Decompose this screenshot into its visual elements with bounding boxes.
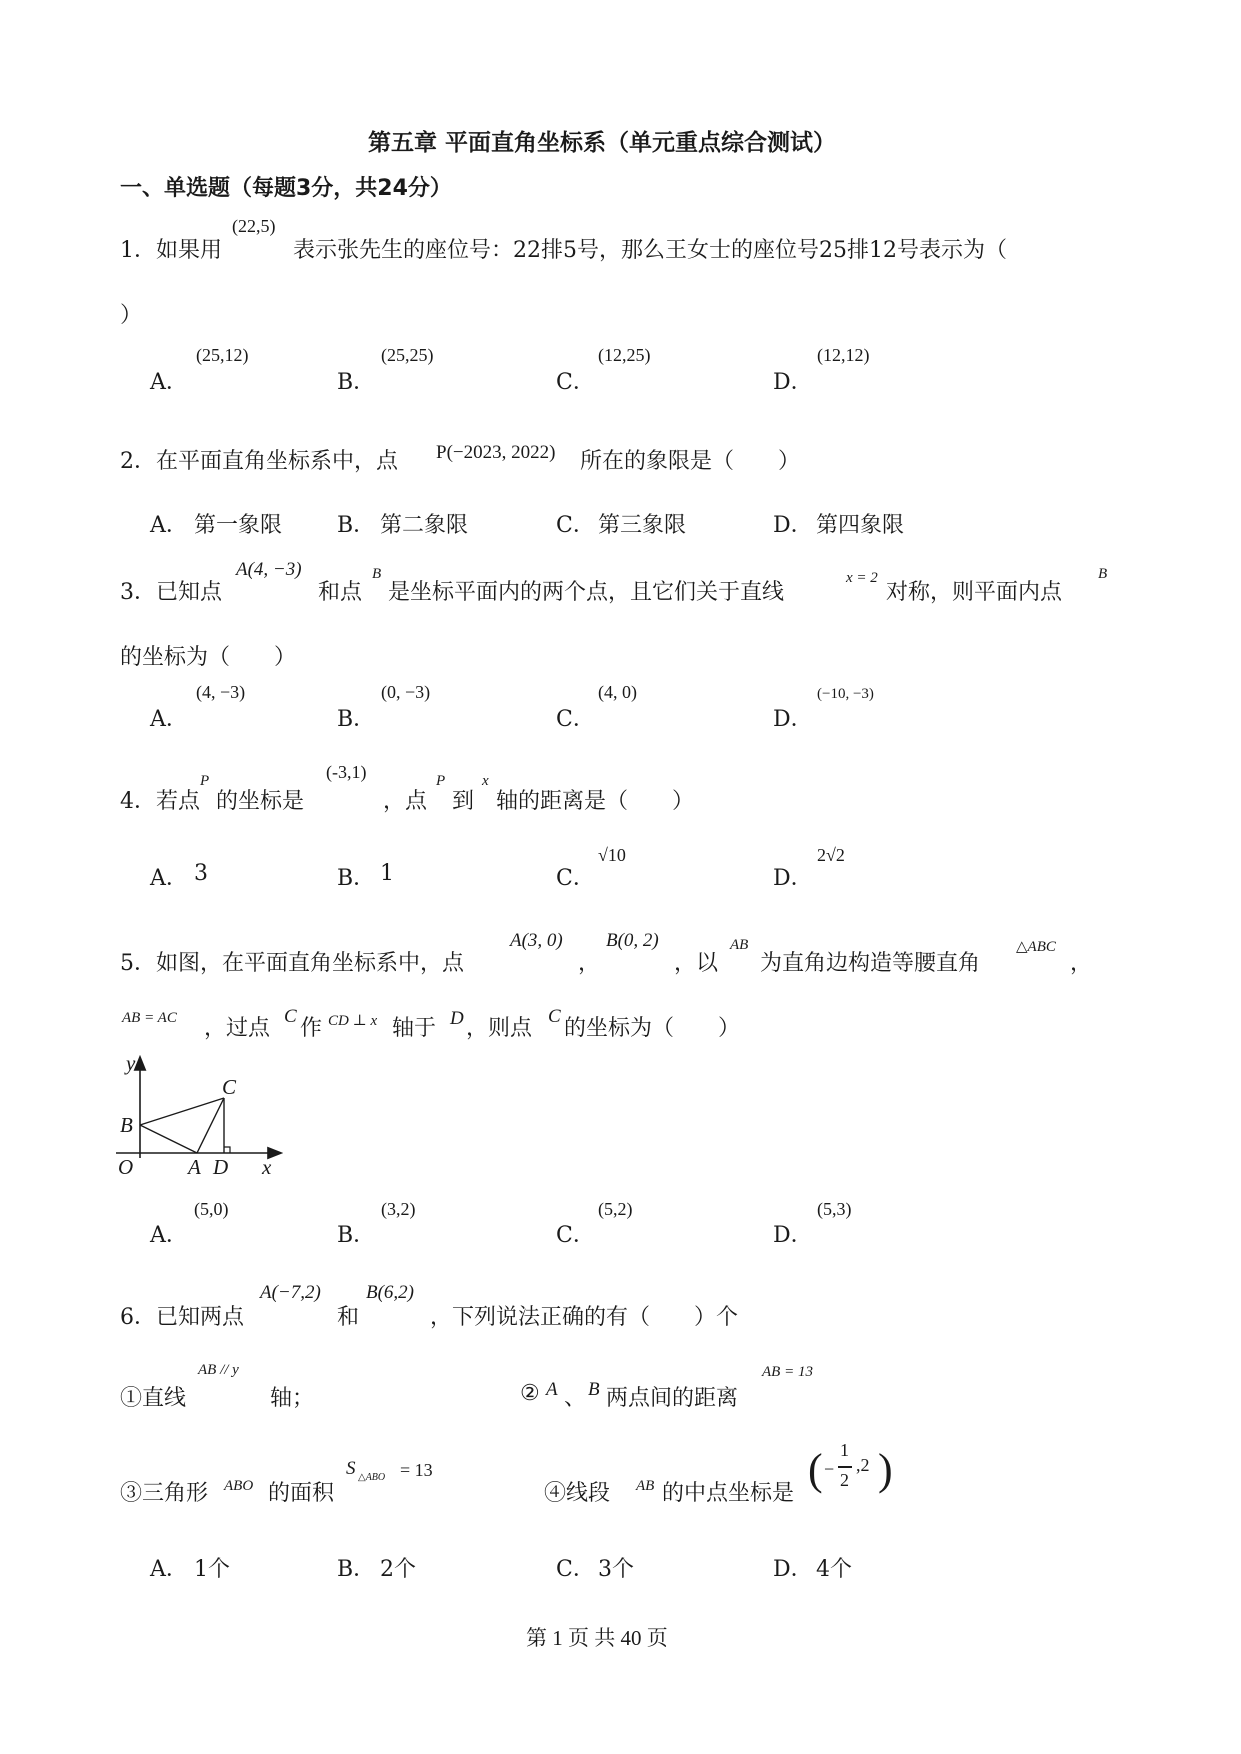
q4-math-x: x	[482, 773, 489, 789]
q5-text8: 的坐标为（ ）	[564, 1016, 741, 1041]
q1-option-b-label[interactable]: B．	[337, 370, 376, 395]
q1-option-c-label[interactable]: C．	[556, 370, 595, 395]
right-angle-mark	[224, 1147, 230, 1153]
q1-option-d-label[interactable]: D．	[773, 370, 813, 395]
q4-text3: 到	[452, 789, 475, 814]
label-b: B	[120, 1113, 133, 1137]
q1-option-a-label[interactable]: A．	[150, 370, 188, 395]
q3-text1: 和点	[318, 580, 363, 605]
q6-s3-math-s: S	[346, 1458, 356, 1479]
q2-math: P(−2023, 2022)	[436, 442, 556, 463]
q4-text1: 的坐标是	[216, 789, 305, 814]
q4-option-a-value: 3	[194, 861, 208, 886]
q6-s2-text: ②	[520, 1381, 540, 1406]
q5-math-c2: C	[548, 1006, 561, 1027]
q5-option-b-label[interactable]: B．	[337, 1223, 376, 1248]
label-y: y	[126, 1051, 136, 1075]
q4-math-p2: P	[436, 773, 446, 789]
q6-s3-math-abo: ABO	[224, 1478, 254, 1494]
q1-option-d-value: (12,12)	[817, 345, 870, 365]
q6-s4-math-ab: AB	[636, 1478, 655, 1494]
q5-comma: ，	[578, 951, 601, 976]
q6-s4-frac-sign: −	[824, 1459, 835, 1479]
q6-s2-math-b: B	[588, 1379, 600, 1400]
q6-s4-text: ④线段	[544, 1481, 611, 1506]
q1-text2: ）	[120, 303, 143, 328]
q5-text7: ，则点	[466, 1016, 533, 1041]
q6-s2-math-ab: AB = 13	[762, 1364, 813, 1380]
q5-math-eq: AB = AC	[122, 1010, 177, 1026]
q5-text6: 轴于	[392, 1016, 437, 1041]
q3-option-a-value: (4, −3)	[196, 682, 246, 702]
q1-math: (22,5)	[232, 216, 276, 236]
q6-math-a: A(−7,2)	[260, 1282, 321, 1303]
q5-option-c-value: (5,2)	[598, 1199, 633, 1219]
q6-s4-frac-bar	[838, 1466, 852, 1468]
q5-text2: 为直角边构造等腰直角	[760, 951, 981, 976]
q2-option-b-value: 第二象限	[380, 513, 469, 538]
q6-s4-paren-open: (	[808, 1445, 823, 1494]
q5-math-c: C	[284, 1006, 297, 1027]
q4-option-d-value: 2√2	[817, 845, 845, 865]
q5-text5: 作	[300, 1016, 323, 1041]
q6-s3-math-sub: △ABO	[358, 1472, 386, 1483]
q5-text4: ，过点	[204, 1016, 271, 1041]
q2-stem: 2．在平面直角坐标系中，点	[120, 449, 398, 474]
q5-option-c-label[interactable]: C．	[556, 1223, 595, 1248]
q5-math-cd: CD ⊥ x	[328, 1013, 378, 1029]
q5-option-d-label[interactable]: D．	[773, 1223, 813, 1248]
q6-option-b-label[interactable]: B．	[337, 1557, 376, 1582]
q2-option-a-label[interactable]: A．	[150, 513, 188, 538]
q5-math-tri: △ABC	[1016, 939, 1056, 955]
q6-option-d-value: 4个	[816, 1557, 852, 1582]
q3-math-b: B	[372, 566, 382, 582]
q4-option-d-label[interactable]: D．	[773, 866, 813, 891]
q5-option-b-value: (3,2)	[381, 1199, 416, 1219]
label-o: O	[118, 1155, 134, 1178]
label-d: D	[213, 1155, 229, 1178]
q6-s3-text: ③三角形	[120, 1481, 209, 1506]
q6-text2: ，下列说法正确的有（ ）个	[430, 1305, 739, 1330]
q6-option-d-label[interactable]: D．	[773, 1557, 813, 1582]
q5-option-d-value: (5,3)	[817, 1199, 852, 1219]
q5-option-a-label[interactable]: A．	[150, 1223, 188, 1248]
q5-math-b: B(0, 2)	[606, 930, 659, 951]
q4-option-c-value: √10	[598, 845, 626, 865]
segment-ac	[197, 1098, 224, 1153]
section-heading: 一、单选题（每题3分，共24分）	[120, 176, 452, 201]
q4-option-a-label[interactable]: A．	[150, 866, 188, 891]
segment-ab	[140, 1125, 197, 1153]
q4-math-coord: (-3,1)	[326, 762, 367, 782]
q3-option-b-value: (0, −3)	[381, 682, 431, 702]
q1-option-c-value: (12,25)	[598, 345, 651, 365]
page-footer: 第 1 页 共 40 页	[526, 1626, 668, 1650]
q4-option-b-value: 1	[380, 861, 394, 886]
q3-math-line: x = 2	[846, 570, 878, 586]
q3-text4: 的坐标为（ ）	[120, 645, 297, 670]
q2-option-a-value: 第一象限	[194, 513, 283, 538]
q5-stem: 5．如图，在平面直角坐标系中，点	[120, 951, 464, 976]
q6-s3-math-value: = 13	[400, 1460, 433, 1480]
q6-s2-math-a: A	[546, 1379, 558, 1400]
q4-option-b-label[interactable]: B．	[337, 866, 376, 891]
segment-bc	[140, 1098, 224, 1125]
q6-text1: 和	[337, 1305, 360, 1330]
q4-option-c-label[interactable]: C．	[556, 866, 595, 891]
q6-s2-sep: 、	[564, 1386, 587, 1411]
q6-s1-math: AB // y	[198, 1362, 239, 1378]
q5-math-a: A(3, 0)	[510, 930, 563, 951]
q3-option-a-label[interactable]: A．	[150, 707, 188, 732]
label-a: A	[188, 1155, 201, 1178]
q5-math-ab: AB	[730, 937, 749, 953]
page-title: 第五章 平面直角坐标系（单元重点综合测试）	[368, 130, 837, 156]
q6-s4-frac-num: 1	[840, 1440, 849, 1460]
q1-text: 表示张先生的座位号：22排5号，那么王女士的座位号25排12号表示为（	[293, 238, 1007, 263]
q4-text2: ，点	[383, 789, 428, 814]
q6-option-c-value: 3个	[598, 1557, 634, 1582]
q3-stem: 3．已知点	[120, 580, 222, 605]
q6-option-c-label[interactable]: C．	[556, 1557, 595, 1582]
label-x: x	[262, 1155, 272, 1178]
q4-math-p: P	[200, 773, 210, 789]
q6-s1-tail: 轴；	[270, 1386, 315, 1411]
q4-stem: 4．若点	[120, 789, 200, 814]
q6-s2-text2: 两点间的距离	[606, 1386, 739, 1411]
q2-option-c-label[interactable]: C．	[556, 513, 595, 538]
q2-option-d-value: 第四象限	[816, 513, 905, 538]
q3-option-d-value: (−10, −3)	[817, 686, 874, 702]
q6-math-b: B(6,2)	[366, 1282, 415, 1303]
q1-option-b-value: (25,25)	[381, 345, 434, 365]
q1-stem: 1．如果用	[120, 238, 222, 263]
q5-math-d: D	[450, 1008, 464, 1029]
q6-s4-paren-close: )	[878, 1445, 893, 1494]
q1-option-a-value: (25,12)	[196, 345, 249, 365]
q6-option-a-value: 1个	[194, 1557, 230, 1582]
q6-option-b-value: 2个	[380, 1557, 416, 1582]
q6-s4-text2: 的中点坐标是	[662, 1481, 795, 1506]
q5-text3: ，	[1070, 951, 1093, 976]
q6-stem: 6．已知两点	[120, 1305, 244, 1330]
q3-option-b-label[interactable]: B．	[337, 707, 376, 732]
q3-option-c-label[interactable]: C．	[556, 707, 595, 732]
q4-text4: 轴的距离是（ ）	[496, 789, 695, 814]
q5-option-a-value: (5,0)	[194, 1199, 229, 1219]
q3-text2: 是坐标平面内的两个点，且它们关于直线	[388, 580, 785, 605]
q3-text3: 对称，则平面内点	[886, 580, 1063, 605]
q2-text: 所在的象限是（ ）	[580, 449, 801, 474]
q3-option-d-label[interactable]: D．	[773, 707, 813, 732]
q2-option-c-value: 第三象限	[598, 513, 687, 538]
q3-math-b2: B	[1098, 566, 1108, 582]
q6-s4-frac-den: 2	[840, 1470, 849, 1490]
q6-s1-text: ①直线	[120, 1386, 187, 1411]
q2-option-d-label[interactable]: D．	[773, 513, 813, 538]
q6-option-a-label[interactable]: A．	[150, 1557, 188, 1582]
q5-figure	[110, 1050, 290, 1178]
label-c: C	[222, 1075, 237, 1099]
q6-s3-text2: 的面积	[268, 1481, 335, 1506]
q5-text1: ，以	[674, 951, 719, 976]
q3-option-c-value: (4, 0)	[598, 682, 637, 702]
q6-s4-tail: ,2	[856, 1455, 870, 1475]
q2-option-b-label[interactable]: B．	[337, 513, 376, 538]
q3-math-a: A(4, −3)	[236, 559, 302, 580]
